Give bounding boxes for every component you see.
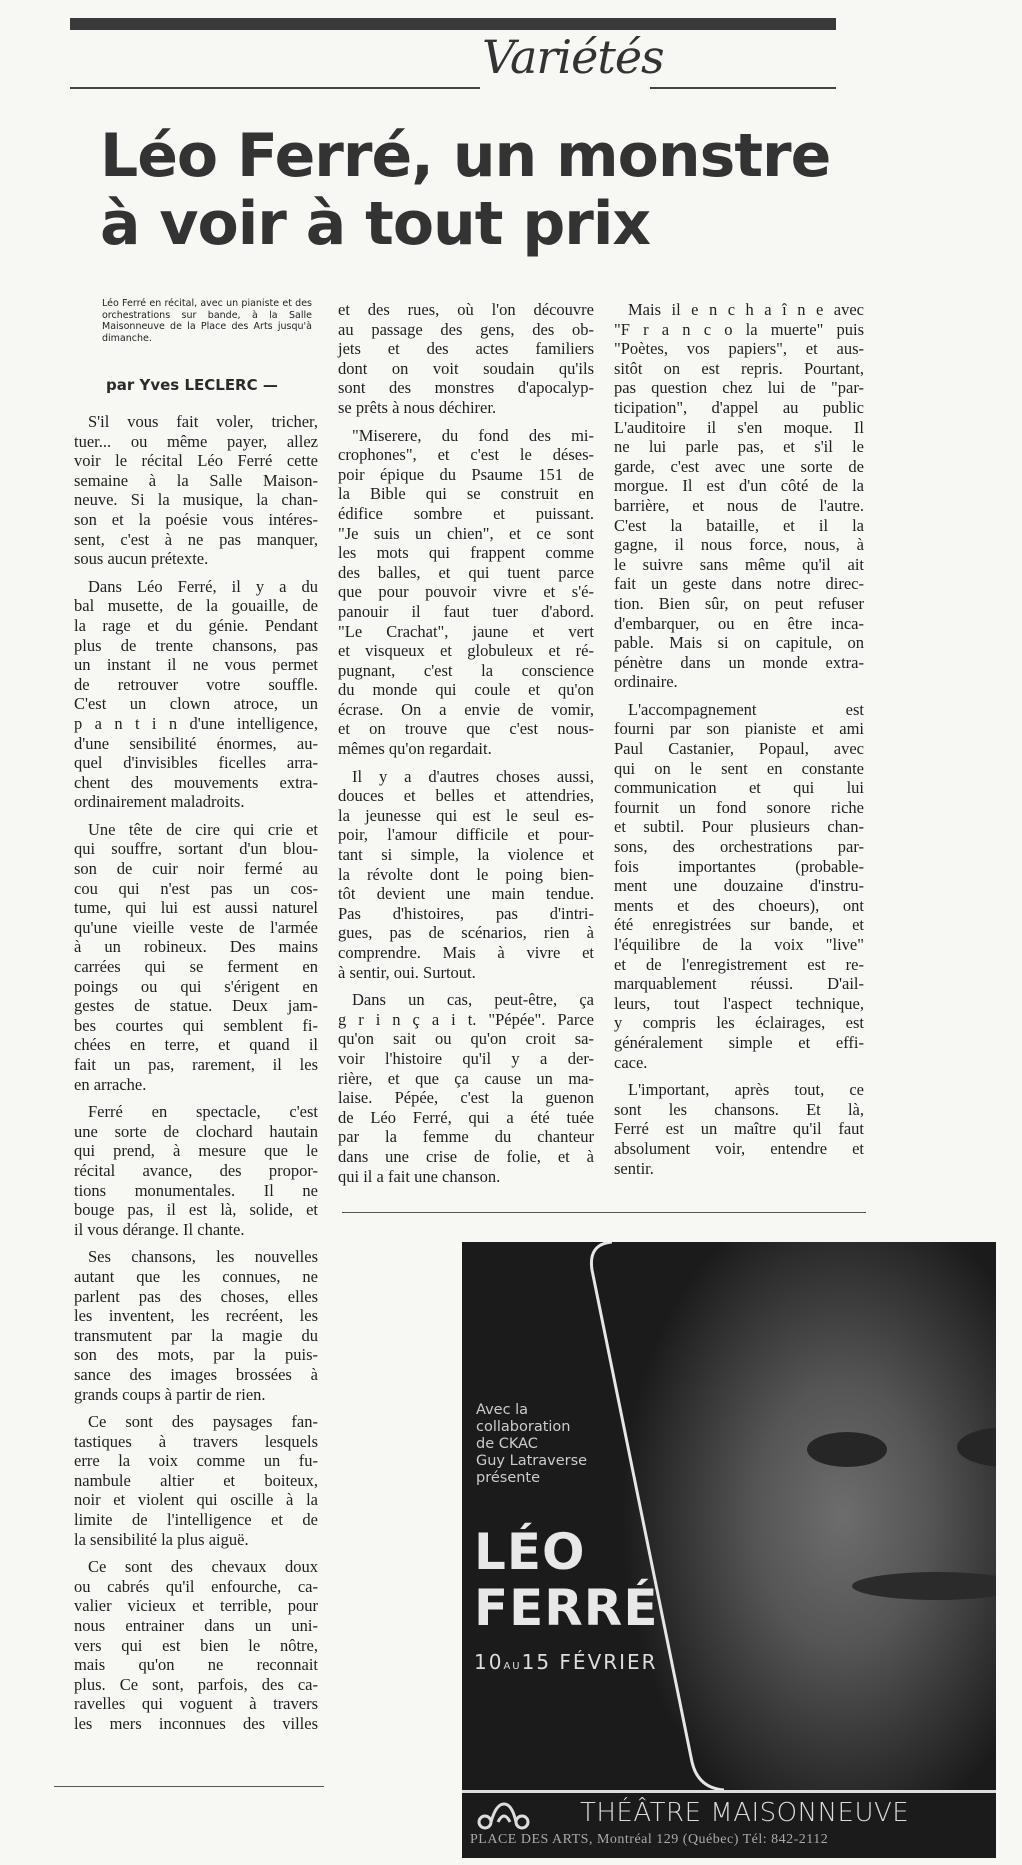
paragraph (74, 577, 318, 812)
concert-advertisement (462, 1242, 996, 1858)
text-line: gues, pas de scénarios, rien à (338, 923, 594, 943)
text-line: le suivre sans même qu'il ait (614, 554, 864, 574)
paragraph (614, 1080, 864, 1178)
ad-venue-address: PLACE DES ARTS, Montréal 129 (Québec) Tél: 842-2112 (470, 1832, 829, 1847)
text-line: la Bible qui se construit en (338, 484, 594, 504)
text-line: noir et violent qui oscille à la (74, 1490, 318, 1510)
text-line: pable. Mais si on capitule, on (614, 633, 864, 653)
text-line: par la femme du chanteur (338, 1127, 594, 1147)
text-line: mêmes qu'on regardait. (338, 739, 492, 759)
text-line: grands coups à partir de rien. (74, 1384, 266, 1404)
text-line: sent, c'est à ne pas manquer, (74, 529, 318, 549)
column-end-rule (54, 1786, 324, 1787)
byline: par Yves LECLERC — (106, 376, 278, 394)
text-line: bes courtes qui semblent fi- (74, 1015, 318, 1035)
text-line: barrière, et nous de l'autre. (614, 495, 864, 515)
text-line: tume, qui lui est aussi naturel (74, 898, 318, 918)
text-line: garde, c'est avec une sorte de (614, 456, 864, 476)
text-line: ou cabrés qu'il enfourche, ca- (74, 1576, 318, 1596)
text-line: ticipation", d'appel au public (614, 397, 864, 417)
text-line: récital avance, des propor- (74, 1160, 318, 1180)
text-line: gestes de statue. Deux jam- (74, 996, 318, 1016)
text-line: ravelles qui voguent à travers (74, 1694, 318, 1714)
text-line: nous entrainer dans un uni- (74, 1616, 318, 1636)
text-line: morgue. Il est d'un côté de la (614, 476, 864, 496)
text-line: gagne, il nous force, nous, à (614, 535, 864, 555)
text-line: sentir. (614, 1158, 654, 1178)
text-line: "Je suis un chien", et ce sont (338, 523, 594, 543)
text-line: ments et des choeurs), ont (614, 895, 864, 915)
ad-band-divider (462, 1790, 996, 1793)
text-line: qui prend, à mesure que le (74, 1141, 318, 1161)
text-line: son de cuir noir fermé au (74, 859, 318, 879)
text-line: et subtil. Pour plusieurs chan- (614, 817, 864, 837)
text-line: d'embarquer, ou en être inca- (614, 613, 864, 633)
text-line: et de l'enregistrement est re- (614, 954, 864, 974)
top-rule (70, 18, 836, 30)
ad-intro-line: de CKAC (476, 1436, 538, 1452)
text-line: rière, et que ça cause un ma- (338, 1068, 594, 1088)
text-line: été enregistrées sur bande, et (614, 915, 864, 935)
text-line: semaine à la Salle Maison- (74, 470, 318, 490)
text-line: "Poètes, vos papiers", et aus- (614, 339, 864, 359)
headline (100, 122, 830, 258)
text-line: y compris les éclairages, est (614, 1013, 864, 1033)
text-line: et visqueux et globuleux et ré- (338, 641, 594, 661)
text-line: quel d'invisibles ficelles arra- (74, 753, 318, 773)
ad-venue-name: THÉÂTRE MAISONNEUVE (580, 1798, 910, 1828)
text-line: tuer... ou même payer, allez (74, 431, 318, 451)
text-line: cace. (614, 1052, 648, 1072)
text-line: autant que les connues, ne (74, 1266, 318, 1286)
ad-divider-curve (462, 1242, 996, 1792)
text-line: pénètre dans un monde extra- (614, 652, 864, 672)
text-line: plus de trente chansons, pas (74, 635, 318, 655)
text-line: sitôt on est repris. Pourtant, (614, 358, 864, 378)
text-line: nambule altier et boiteux, (74, 1470, 318, 1490)
text-line: des balles, et qui tuent parce (338, 562, 594, 582)
text-line: sont des monstres d'apocalyp- (338, 378, 594, 398)
text-line: communication et qui lui (614, 778, 864, 798)
text-line: L'auditoire il s'en moque. Il (614, 417, 864, 437)
text-line: ne lui parle pas, et s'il le (614, 437, 864, 457)
text-line: bouge pas, il est là, solide, et (74, 1200, 318, 1220)
text-line: au passage des gens, des ob- (338, 319, 594, 339)
text-line: chées en terre, et quand il (74, 1035, 318, 1055)
section-title: Variétés (482, 30, 664, 84)
text-line: l'équilibre de la voix "live" (614, 935, 864, 954)
text-line: marquablement réussi. D'ail- (614, 974, 864, 994)
ad-date-to: 15 FÉVRIER (521, 1650, 658, 1674)
text-line: dans une crise de folie, et à (338, 1146, 594, 1166)
text-line: écrase. On a envie de vomir, (338, 699, 594, 719)
text-line: tions monumentales. Il ne (74, 1180, 318, 1200)
text-line: Ferré est un maître qu'il faut (614, 1119, 864, 1139)
ad-intro-line: Guy Latraverse (476, 1453, 588, 1469)
text-line: de retrouver votre souffle. (74, 674, 318, 694)
text-line: les mots qui frappent comme (338, 543, 594, 563)
ad-name-line: FERRÉ (474, 1579, 659, 1637)
section-rule-right (650, 87, 836, 89)
text-line: fois importantes (probable- (614, 856, 864, 876)
text-line: dont on voit soudain qu'ils (338, 358, 594, 378)
headline-line-2: à voir à tout prix (100, 189, 651, 259)
headline-line-1: Léo Ferré, un monstre (100, 121, 831, 191)
text-line: de Léo Ferré, qui a été tuée (338, 1107, 594, 1127)
text-line: tastiques à travers lesquels (74, 1431, 318, 1451)
text-line: qui on le sent en constante (614, 758, 864, 778)
text-line: un instant il ne vous permet (74, 655, 318, 675)
paragraph (74, 412, 318, 569)
text-line: fournit un fond sonore riche (614, 797, 864, 817)
text-line: neuve. Si la musique, la chan- (74, 490, 318, 510)
paragraph (338, 767, 594, 983)
text-line: p a n t i n d'une intelligence, (74, 713, 318, 733)
text-line: crophones", et c'est le déses- (338, 445, 594, 465)
text-line: Une tête de cire qui crie et (88, 819, 318, 839)
text-line: ment une douzaine d'instru- (614, 876, 864, 896)
text-line: poir épique du Psaume 151 de (338, 464, 594, 484)
text-line: carrées qui se ferment en (74, 957, 318, 977)
text-line: d'une sensibilité énormes, au- (74, 733, 318, 753)
paragraph (74, 1247, 318, 1404)
text-line: L'accompagnement est (628, 699, 864, 719)
text-line: Paul Castanier, Popaul, avec (614, 739, 864, 759)
paragraph (614, 700, 864, 1072)
paragraph (74, 820, 318, 1094)
text-line: la jeunesse qui est le seul es- (338, 805, 594, 825)
paragraph (74, 1412, 318, 1549)
text-line: se prêts à nous déchirer. (338, 397, 497, 417)
text-line: qui il a fait une chanson. (338, 1166, 501, 1186)
text-line: Dans un cas, peut-être, ça (352, 990, 594, 1010)
ad-intro-line: présente (476, 1470, 541, 1486)
text-line: L'important, après tout, ce (628, 1080, 864, 1100)
text-line: sance des images brossées à (74, 1364, 318, 1384)
text-line: "Miserere, du fond des mi- (352, 425, 594, 445)
text-line: et on trouve que c'est nous- (338, 719, 594, 739)
text-line: absolument voir, entendre et (614, 1138, 864, 1158)
text-line: à sentir, oui. Surtout. (338, 962, 476, 982)
article-column-2 (338, 300, 594, 1194)
text-line: ordinairement maladroits. (74, 792, 245, 812)
paragraph (338, 990, 594, 1186)
text-line: voir l'histoire qu'il y a der- (338, 1048, 594, 1068)
text-line: comprendre. Mais à vivre et (338, 943, 594, 962)
text-line: panouir il faut tuer d'abord. (338, 601, 594, 621)
text-line: fait un pas, rarement, il les (74, 1055, 318, 1074)
text-line: Mais il e n c h a î n e avec (628, 300, 864, 319)
text-line: tion. Bien sûr, on peut refuser (614, 593, 864, 613)
text-line: Dans Léo Ferré, il y a du (88, 576, 318, 596)
ad-date-au: AU (503, 1661, 522, 1672)
text-line: la sensibilité la plus aiguë. (74, 1529, 249, 1549)
text-line: pas question chez lui de "par- (614, 378, 864, 398)
text-line: voir le récital Léo Ferré cette (74, 451, 318, 471)
text-line: "F r a n c o la muerte" puis (614, 319, 864, 339)
text-line: douces et belles et attendries, (338, 786, 594, 806)
text-line: poir, l'amour difficile et pour- (338, 825, 594, 845)
ad-intro-line: Avec la (476, 1402, 529, 1418)
article-column-3 (614, 300, 864, 1186)
text-line: jets et des actes familiers (338, 339, 594, 359)
text-line: qui souffre, sortant d'un blou- (74, 839, 318, 859)
text-line: S'il vous fait voler, tricher, (88, 412, 318, 431)
text-line: son et la poésie vous intéres- (74, 509, 318, 529)
text-line: plus. Ce sont, parfois, des ca- (74, 1674, 318, 1694)
text-line: la révolte dont le poing bien- (338, 864, 594, 884)
column-end-rule (342, 1212, 866, 1213)
text-line: ordinaire. (614, 672, 678, 692)
text-line: sons, des orchestrations par- (614, 837, 864, 857)
text-line: les mers inconnues des villes (74, 1714, 318, 1733)
text-line: et des rues, où l'on découvre (338, 300, 594, 319)
text-line: il vous dérange. Il chante. (74, 1219, 245, 1239)
text-line: Ce sont des chevaux doux (88, 1557, 318, 1577)
text-line: erre la voix comme un fu- (74, 1451, 318, 1471)
text-line: sont les chansons. Et là, (614, 1099, 864, 1119)
text-line: C'est un clown atroce, un (74, 694, 318, 714)
text-line: transmutent par la magie du (74, 1325, 318, 1345)
text-line: la rage et du génie. Pendant (74, 615, 318, 635)
text-line: poings ou qui s'érigent en (74, 976, 318, 996)
text-line: vers qui est bien le nôtre, (74, 1635, 318, 1655)
paragraph (614, 300, 864, 692)
text-line: chent des mouvements extra- (74, 772, 318, 792)
paragraph (74, 1102, 318, 1239)
text-line: Pas d'histoires, pas d'intri- (338, 903, 594, 923)
ad-intro-line: collaboration (476, 1419, 571, 1435)
text-line: édifice sombre et puissant. (338, 503, 594, 523)
text-line: fait un geste dans notre direc- (614, 574, 864, 594)
text-line: les inventent, les recréent, les (74, 1306, 318, 1326)
text-line: son des mots, par la puis- (74, 1345, 318, 1365)
text-line: mais qu'on ne reconnait (74, 1655, 318, 1675)
text-line: limite de l'intelligence et de (74, 1510, 318, 1530)
text-line: fourni par son pianiste et ami (614, 719, 864, 739)
text-line: Ce sont des paysages fan- (88, 1412, 318, 1432)
text-line: bal musette, de la gouaille, de (74, 596, 318, 616)
paragraph (338, 300, 594, 418)
text-line: valier vicieux et terrible, pour (74, 1596, 318, 1616)
text-line: à un robineux. Des mains (74, 937, 318, 957)
text-line: "Le Crachat", jaune et vert (338, 621, 594, 641)
ad-name-line: LÉO (474, 1523, 586, 1581)
text-line: leurs, tout l'aspect technique, (614, 993, 864, 1013)
text-line: pugnant, c'est la conscience (338, 660, 594, 680)
paragraph (338, 426, 594, 759)
article-column-1 (74, 412, 318, 1742)
ad-date-from: 10 (474, 1650, 504, 1674)
ad-artist-name (474, 1524, 658, 1636)
paragraph (74, 1557, 318, 1733)
text-line: tant si simple, la violence et (338, 845, 594, 865)
ad-dates (474, 1650, 658, 1674)
text-line: une sorte de clochard hautain (74, 1121, 318, 1141)
ad-presenter-text (476, 1402, 587, 1487)
text-line: tôt devient une main tendue. (338, 884, 594, 904)
text-line: Il y a d'autres choses aussi, (352, 766, 594, 786)
text-line: laise. Pépée, c'est la guenon (338, 1088, 594, 1108)
section-rule-left (70, 87, 480, 89)
text-line: g r i n ç a i t. "Pépée". Parce (338, 1009, 594, 1029)
place-des-arts-logo-icon (476, 1802, 532, 1832)
text-line: généralement simple et effi- (614, 1032, 864, 1052)
text-line: sous aucun prétexte. (74, 549, 209, 569)
text-line: que pour pouvoir vivre et s'é- (338, 582, 594, 602)
text-line: qu'une vieille veste de l'armée (74, 917, 318, 937)
text-line: qu'on sait ou qu'on croit sa- (338, 1029, 594, 1049)
text-line: parlent pas des choses, elles (74, 1286, 318, 1306)
text-line: Ferré en spectacle, c'est (88, 1102, 318, 1122)
text-line: en arrache. (74, 1074, 147, 1094)
photo-caption: Léo Ferré en récital, avec un pianiste et des orchestrations sur bande, à la Salle Maisonneuve de la Place des Arts jusqu'à dimanche. (102, 298, 312, 344)
text-line: cou qui n'est pas un cos- (74, 878, 318, 898)
text-line: C'est la bataille, et il la (614, 515, 864, 535)
text-line: Ses chansons, les nouvelles (88, 1247, 318, 1267)
text-line: du monde qui coule et qu'on (338, 680, 594, 700)
